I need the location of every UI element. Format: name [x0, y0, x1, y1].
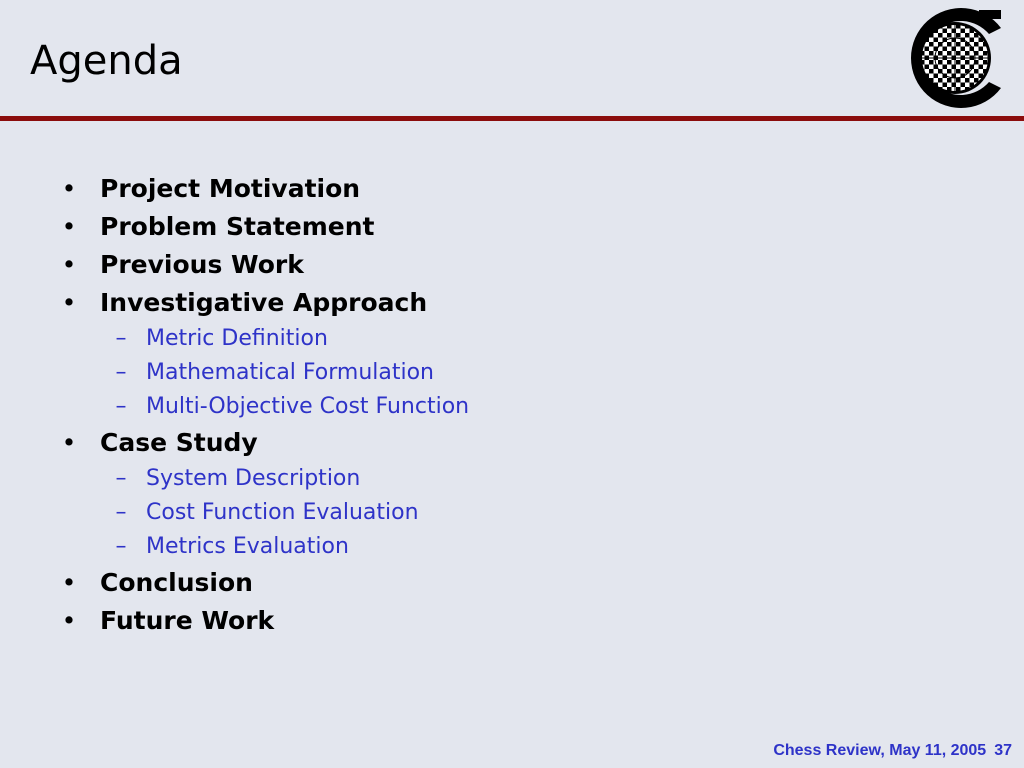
- dash-marker: –: [115, 534, 127, 559]
- agenda-item-label: Case Study: [100, 428, 258, 457]
- agenda-subitem: [60, 462, 469, 496]
- agenda-subitem-label: Mathematical Formulation: [146, 360, 434, 385]
- dash-marker: –: [115, 466, 127, 491]
- agenda-item: [60, 246, 469, 284]
- agenda-item-label: Future Work: [100, 606, 275, 635]
- agenda-subitem-label: Multi-Objective Cost Function: [146, 394, 470, 419]
- footer-event: Chess Review, May 11, 2005: [773, 742, 987, 759]
- bullet-marker: •: [61, 288, 77, 317]
- agenda-item: [60, 284, 469, 322]
- agenda-list: [60, 170, 469, 640]
- agenda-item-label: Problem Statement: [100, 212, 375, 241]
- bullet-marker: •: [61, 250, 77, 279]
- agenda-item-label: Project Motivation: [100, 174, 361, 203]
- agenda-item: [60, 564, 469, 602]
- bullet-marker: •: [61, 212, 77, 241]
- agenda-subitem: [60, 356, 469, 390]
- agenda-subitem: [60, 530, 469, 564]
- bullet-marker: •: [61, 174, 77, 203]
- dash-marker: –: [115, 360, 127, 385]
- agenda-item: [60, 208, 469, 246]
- slide-title: Agenda: [30, 38, 183, 84]
- agenda-subitem: [60, 496, 469, 530]
- dash-marker: –: [115, 500, 127, 525]
- agenda-item-label: Previous Work: [100, 250, 304, 279]
- slide-footer: [773, 742, 1012, 760]
- agenda-subitem-label: Metric Definition: [146, 326, 328, 351]
- agenda-item: [60, 170, 469, 208]
- agenda-subitem: [60, 322, 469, 356]
- bullet-marker: •: [61, 568, 77, 597]
- dash-marker: –: [115, 326, 127, 351]
- agenda-item: [60, 424, 469, 462]
- bullet-marker: •: [61, 606, 77, 635]
- agenda-item-label: Investigative Approach: [100, 288, 428, 317]
- agenda-subitem-label: Metrics Evaluation: [146, 534, 349, 559]
- agenda-item: [60, 602, 469, 640]
- agenda-item-label: Conclusion: [100, 568, 253, 597]
- page-number: 37: [994, 742, 1012, 759]
- chess-logo-icon: [893, 6, 1011, 110]
- agenda-subitem: [60, 390, 469, 424]
- bullet-marker: •: [61, 428, 77, 457]
- agenda-subitem-label: System Description: [146, 466, 361, 491]
- agenda-subitem-label: Cost Function Evaluation: [146, 500, 419, 525]
- title-divider: [0, 116, 1024, 121]
- dash-marker: –: [115, 394, 127, 419]
